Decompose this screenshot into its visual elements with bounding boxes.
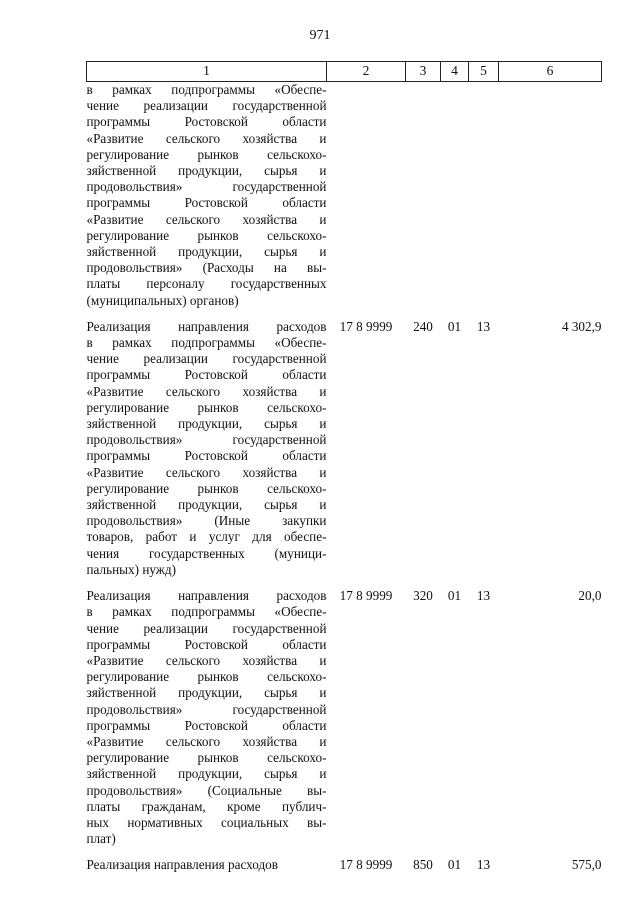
row-separator <box>87 309 602 319</box>
description-line: продовольствия» (Расходы на вы- <box>86 260 327 276</box>
description-line: чение реализации государственной <box>86 98 327 114</box>
row-amount: 4 302,9 <box>561 318 602 334</box>
description-line: в рамках подпрограммы «Обеспе- <box>86 335 327 351</box>
description-line: продовольствия» государственной <box>86 179 327 195</box>
description-line: Реализация направления расходов <box>86 318 327 334</box>
description-line: продовольствия» государственной <box>86 701 327 717</box>
row-rz-code: 01 <box>447 857 462 873</box>
row-amount: 20,0 <box>578 588 602 604</box>
description-line: чение реализации государственной <box>86 351 327 367</box>
description-line: зяйственной продукции, сырья и <box>86 416 327 432</box>
row-vr-code: 850 <box>413 857 433 873</box>
row-separator <box>87 578 602 588</box>
col-header-2: 2 <box>327 62 406 82</box>
description-line: регулирование рынков сельскохо- <box>86 227 327 243</box>
col-header-6: 6 <box>499 62 602 82</box>
row-description <box>87 82 327 309</box>
description-line: зяйственной продукции, сырья и <box>86 497 327 513</box>
row-amount: 575,0 <box>571 857 602 873</box>
row-rz-code: 01 <box>447 588 462 604</box>
table-body <box>87 82 602 874</box>
description-line: (муниципальных) органов) <box>86 292 239 308</box>
col-header-4: 4 <box>441 62 469 82</box>
description-line: Реализация направления расходов <box>86 857 278 873</box>
description-line: регулирование рынков сельскохо- <box>86 480 327 496</box>
description-line: регулирование рынков сельскохо- <box>86 750 327 766</box>
row-vr-code: 240 <box>413 318 433 334</box>
description-line: программы Ростовской области <box>86 195 327 211</box>
row-description <box>87 857 327 873</box>
description-line: продовольствия» (Социальные вы- <box>86 782 327 798</box>
description-line: регулирование рынков сельскохо- <box>86 146 327 162</box>
row-description <box>87 588 327 847</box>
row-description <box>87 319 327 578</box>
row-pr-code: 13 <box>476 588 491 604</box>
description-line: продовольствия» государственной <box>86 432 327 448</box>
col-header-3: 3 <box>406 62 441 82</box>
description-line: «Развитие сельского хозяйства и <box>86 211 327 227</box>
row-pr-code: 13 <box>476 318 491 334</box>
description-line: «Развитие сельского хозяйства и <box>86 130 327 146</box>
description-line: зяйственной продукции, сырья и <box>86 685 327 701</box>
description-line: зяйственной продукции, сырья и <box>86 244 327 260</box>
description-line: зяйственной продукции, сырья и <box>86 163 327 179</box>
description-line: программы Ростовской области <box>86 636 327 652</box>
description-line: товаров, работ и услуг для обеспе- <box>86 529 327 545</box>
table-row <box>87 319 602 578</box>
description-line: «Развитие сельского хозяйства и <box>86 652 327 668</box>
row-amount <box>499 82 602 309</box>
description-line: плат) <box>86 831 116 847</box>
description-line: программы Ростовской области <box>86 717 327 733</box>
description-line: чение реализации государственной <box>86 620 327 636</box>
description-line: чения государственных (муници- <box>86 545 327 561</box>
row-csr-code: 17 8 9999 <box>339 588 393 604</box>
description-line: зяйственной продукции, сырья и <box>86 766 327 782</box>
col-header-5: 5 <box>469 62 499 82</box>
row-separator <box>87 847 602 857</box>
description-line: программы Ростовской области <box>86 114 327 130</box>
description-line: «Развитие сельского хозяйства и <box>86 383 327 399</box>
description-line: продовольствия» (Иные закупки <box>86 513 327 529</box>
row-pr-code: 13 <box>476 857 491 873</box>
header-row <box>87 62 602 82</box>
description-line: пальных) нужд) <box>86 561 177 577</box>
description-line: программы Ростовской области <box>86 367 327 383</box>
description-line: в рамках подпрограммы «Обеспе- <box>86 604 327 620</box>
table-row <box>87 588 602 847</box>
col-header-1: 1 <box>87 62 327 82</box>
row-rz-code: 01 <box>447 318 462 334</box>
row-vr-code: 320 <box>413 588 433 604</box>
row-csr-code: 17 8 9999 <box>339 857 393 873</box>
description-line: программы Ростовской области <box>86 448 327 464</box>
table-row <box>87 857 602 873</box>
table-row <box>87 82 602 309</box>
description-line: в рамках подпрограммы «Обеспе- <box>86 82 327 97</box>
row-pr-code <box>469 82 499 309</box>
description-line: платы гражданам, кроме публич- <box>86 798 327 814</box>
description-line: «Развитие сельского хозяйства и <box>86 733 327 749</box>
description-line: Реализация направления расходов <box>86 588 327 604</box>
description-line: «Развитие сельского хозяйства и <box>86 464 327 480</box>
description-line: ных нормативных социальных вы- <box>86 814 327 830</box>
row-csr-code: 17 8 9999 <box>339 318 393 334</box>
row-rz-code <box>441 82 469 309</box>
description-line: регулирование рынков сельскохо- <box>86 669 327 685</box>
budget-table <box>86 61 602 874</box>
page-number: 971 <box>309 28 331 43</box>
description-line: платы персоналу государственных <box>86 276 327 292</box>
row-vr-code <box>406 82 441 309</box>
description-line: регулирование рынков сельскохо- <box>86 399 327 415</box>
row-csr-code <box>327 82 406 309</box>
